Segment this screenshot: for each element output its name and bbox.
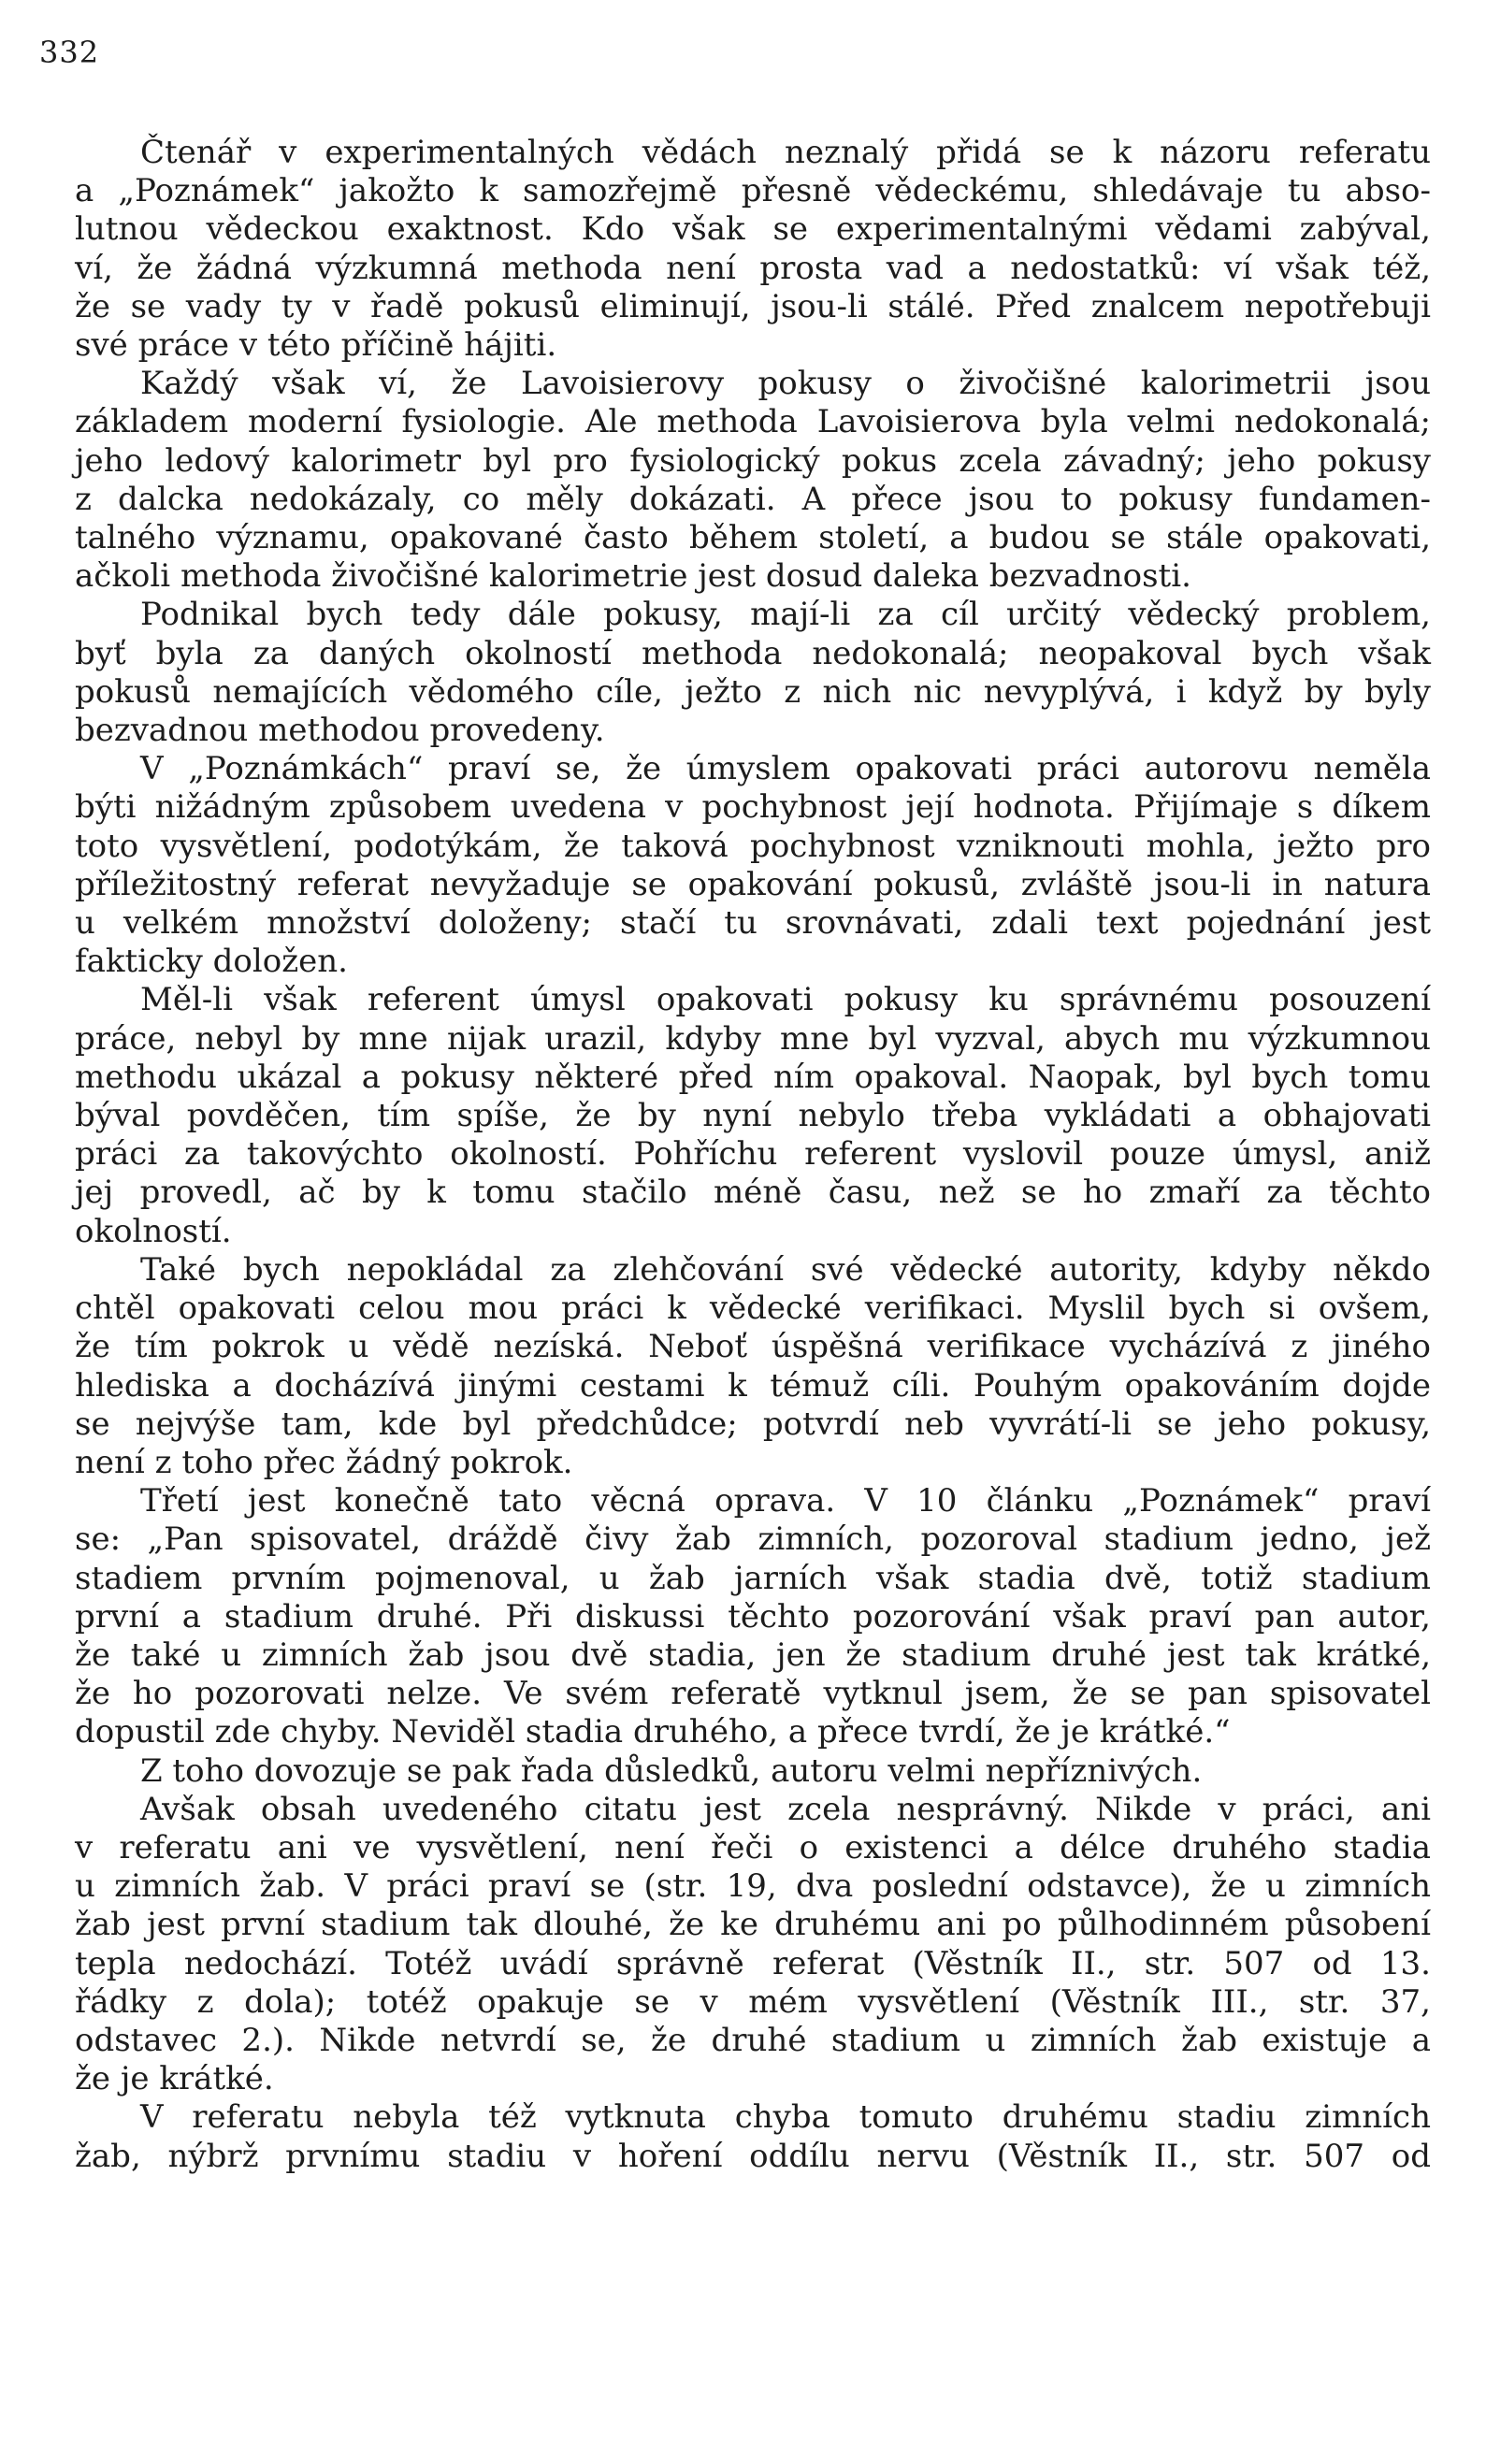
text-line: že se vady ty v řadě pokusů eliminují, jsou-li stálé. Před znalcem nepotřebuji xyxy=(75,287,1431,325)
text-line: Každý však ví, že Lavoisierovy pokusy o živočišné kalorimetrii jsou xyxy=(140,365,1431,403)
text-line: žab jest první stadium tak dlouhé, že ke druhému ani po půlhodinném působení xyxy=(75,1906,1431,1944)
text-line: odstavec 2.). Nikde netvrdí se, že druhé stadium u zimních žab existuje a xyxy=(75,2021,1431,2059)
text-line: okolností. xyxy=(75,1212,232,1250)
text-line: býti nižádným způsobem uvedena v pochybnost její hodnota. Přijímaje s díkem xyxy=(75,788,1431,827)
text-line: pokusů nemajících vědomého cíle, ježto z nich nic nevyplývá, i když by byly xyxy=(75,672,1431,711)
text-line: ví, že žádná výzkumná methoda není prosta vad a nedostatků: ví však též, xyxy=(75,249,1431,287)
text-line: první a stadium druhé. Při diskussi těchto pozorování však praví pan autor, xyxy=(75,1597,1431,1635)
text-line: není z toho přec žádný pokrok. xyxy=(75,1443,573,1481)
text-line: že také u zimních žab jsou dvě stadia, jen že stadium druhé jest tak krátké, xyxy=(75,1635,1431,1674)
text-body xyxy=(75,134,1431,2176)
text-line: toto vysvětlení, podotýkám, že taková pochybnost vzniknouti mohla, ježto pro xyxy=(75,827,1431,865)
text-line: Z toho dovozuje se pak řada důsledků, autoru velmi nepříznivých. xyxy=(140,1751,1203,1790)
text-line: že tím pokrok u vědě nezíská. Neboť úspěšná verifikace vycházívá z jiného xyxy=(75,1328,1431,1366)
text-line: V referatu nebyla též vytknuta chyba tomuto druhému stadiu zimních xyxy=(140,2098,1431,2137)
text-line: žab, nýbrž prvnímu stadiu v hoření oddílu nervu (Věstník II., str. 507 od xyxy=(75,2137,1431,2175)
text-line: Třetí jest konečně tato věcná oprava. V 10 článku „Poznámek“ praví xyxy=(140,1482,1431,1520)
text-line: a „Poznámek“ jakožto k samozřejmě přesně vědeckému, shledávaje tu abso- xyxy=(75,172,1431,210)
text-line: jej provedl, ač by k tomu stačilo méně času, než se ho zmaří za těchto xyxy=(75,1174,1431,1212)
paragraph xyxy=(75,1251,1431,1482)
paragraph xyxy=(75,1482,1431,1751)
text-line: se nejvýše tam, kde byl předchůdce; potvrdí neb vyvrátí-li se jeho pokusy, xyxy=(75,1405,1431,1443)
text-line: Měl-li však referent úmysl opakovati pokusy ku správnému posouzení xyxy=(140,981,1431,1019)
text-line: fakticky doložen. xyxy=(75,943,348,981)
paragraph xyxy=(75,365,1431,596)
text-line: řádky z dola); totéž opakuje se v mém vysvětlení (Věstník III., str. 37, xyxy=(75,1982,1431,2021)
paragraph xyxy=(75,1752,1431,1791)
text-line: se: „Pan spisovatel, dráždě čivy žab zimních, pozoroval stadium jedno, jež xyxy=(75,1520,1431,1559)
text-line: práce, nebyl by mne nijak urazil, kdyby mne byl vyzval, abych mu výzkumnou xyxy=(75,1019,1431,1058)
text-line: hlediska a docházívá jinými cestami k témuž cíli. Pouhým opakováním dojde xyxy=(75,1366,1431,1405)
paragraph xyxy=(75,981,1431,1250)
text-line: ačkoli methoda živočišné kalorimetrie jest dosud daleka bezvadnosti. xyxy=(75,557,1191,596)
text-line: Čtenář v experimentalných vědách neznalý přidá se k názoru referatu xyxy=(140,134,1431,171)
text-line: V „Poznámkách“ praví se, že úmyslem opakovati práci autorovu neměla xyxy=(140,750,1431,788)
text-line: u velkém množství doloženy; stačí tu srovnávati, zdali text pojednání jest xyxy=(75,904,1431,943)
text-line: tepla nedochází. Totéž uvádí správně referat (Věstník II., str. 507 od 13. xyxy=(75,1944,1431,1982)
text-line: lutnou vědeckou exaktnost. Kdo však se experimentalnými vědami zabýval, xyxy=(75,210,1431,249)
text-line: jeho ledový kalorimetr byl pro fysiologický pokus zcela závadný; jeho pokusy xyxy=(75,441,1431,480)
text-line: Podnikal bych tedy dále pokusy, mají-li za cíl určitý vědecký problem, xyxy=(140,596,1431,634)
text-line: své práce v této příčině hájiti. xyxy=(75,326,557,365)
text-line: z dalcka nedokázaly, co měly dokázati. A přece jsou to pokusy fundamen- xyxy=(75,480,1431,518)
text-line: bezvadnou methodou provedeny. xyxy=(75,712,605,750)
text-line: chtěl opakovati celou mou práci k vědecké verifikaci. Myslil bych si ovšem, xyxy=(75,1290,1431,1328)
text-line: dopustil zde chyby. Neviděl stadia druhého, a přece tvrdí, že je krátké.“ xyxy=(75,1713,1231,1751)
paragraph xyxy=(75,134,1431,365)
text-line: Také bych nepokládal za zlehčování své vědecké autority, kdyby někdo xyxy=(140,1250,1431,1289)
text-line: v referatu ani ve vysvětlení, není řeči o existenci a délce druhého stadia xyxy=(75,1828,1431,1866)
text-line: že ho pozorovati nelze. Ve svém referatě vytknul jsem, že se pan spisovatel xyxy=(75,1675,1431,1713)
text-line: Avšak obsah uvedeného citatu jest zcela nesprávný. Nikde v práci, ani xyxy=(140,1790,1431,1828)
paragraph xyxy=(75,2098,1431,2175)
text-line: že je krátké. xyxy=(75,2060,274,2098)
text-line: u zimních žab. V práci praví se (str. 19, dva poslední odstavce), že u zimních xyxy=(75,1867,1431,1906)
text-line: práci za takovýchto okolností. Pohříchu referent vyslovil pouze úmysl, aniž xyxy=(75,1135,1431,1174)
paragraph xyxy=(75,1791,1431,2099)
text-line: příležitostný referat nevyžaduje se opakování pokusů, zvláště jsou-li in natura xyxy=(75,865,1431,903)
text-line: byť byla za daných okolností methoda nedokonalá; neopakoval bych však xyxy=(75,634,1431,672)
text-line: býval povděčen, tím spíše, že by nyní nebylo třeba vykládati a obhajovati xyxy=(75,1097,1431,1135)
paragraph xyxy=(75,596,1431,750)
text-line: základem moderní fysiologie. Ale methoda Lavoisierova byla velmi nedokonalá; xyxy=(75,403,1431,441)
text-line: talného významu, opakované často během století, a budou se stále opakovati, xyxy=(75,519,1431,557)
text-line: methodu ukázal a pokusy některé před ním opakoval. Naopak, byl bych tomu xyxy=(75,1058,1431,1096)
paragraph xyxy=(75,750,1431,981)
text-line: stadiem prvním pojmenoval, u žab jarních však stadia dvě, totiž stadium xyxy=(75,1559,1431,1597)
page-number: 332 xyxy=(39,35,100,70)
